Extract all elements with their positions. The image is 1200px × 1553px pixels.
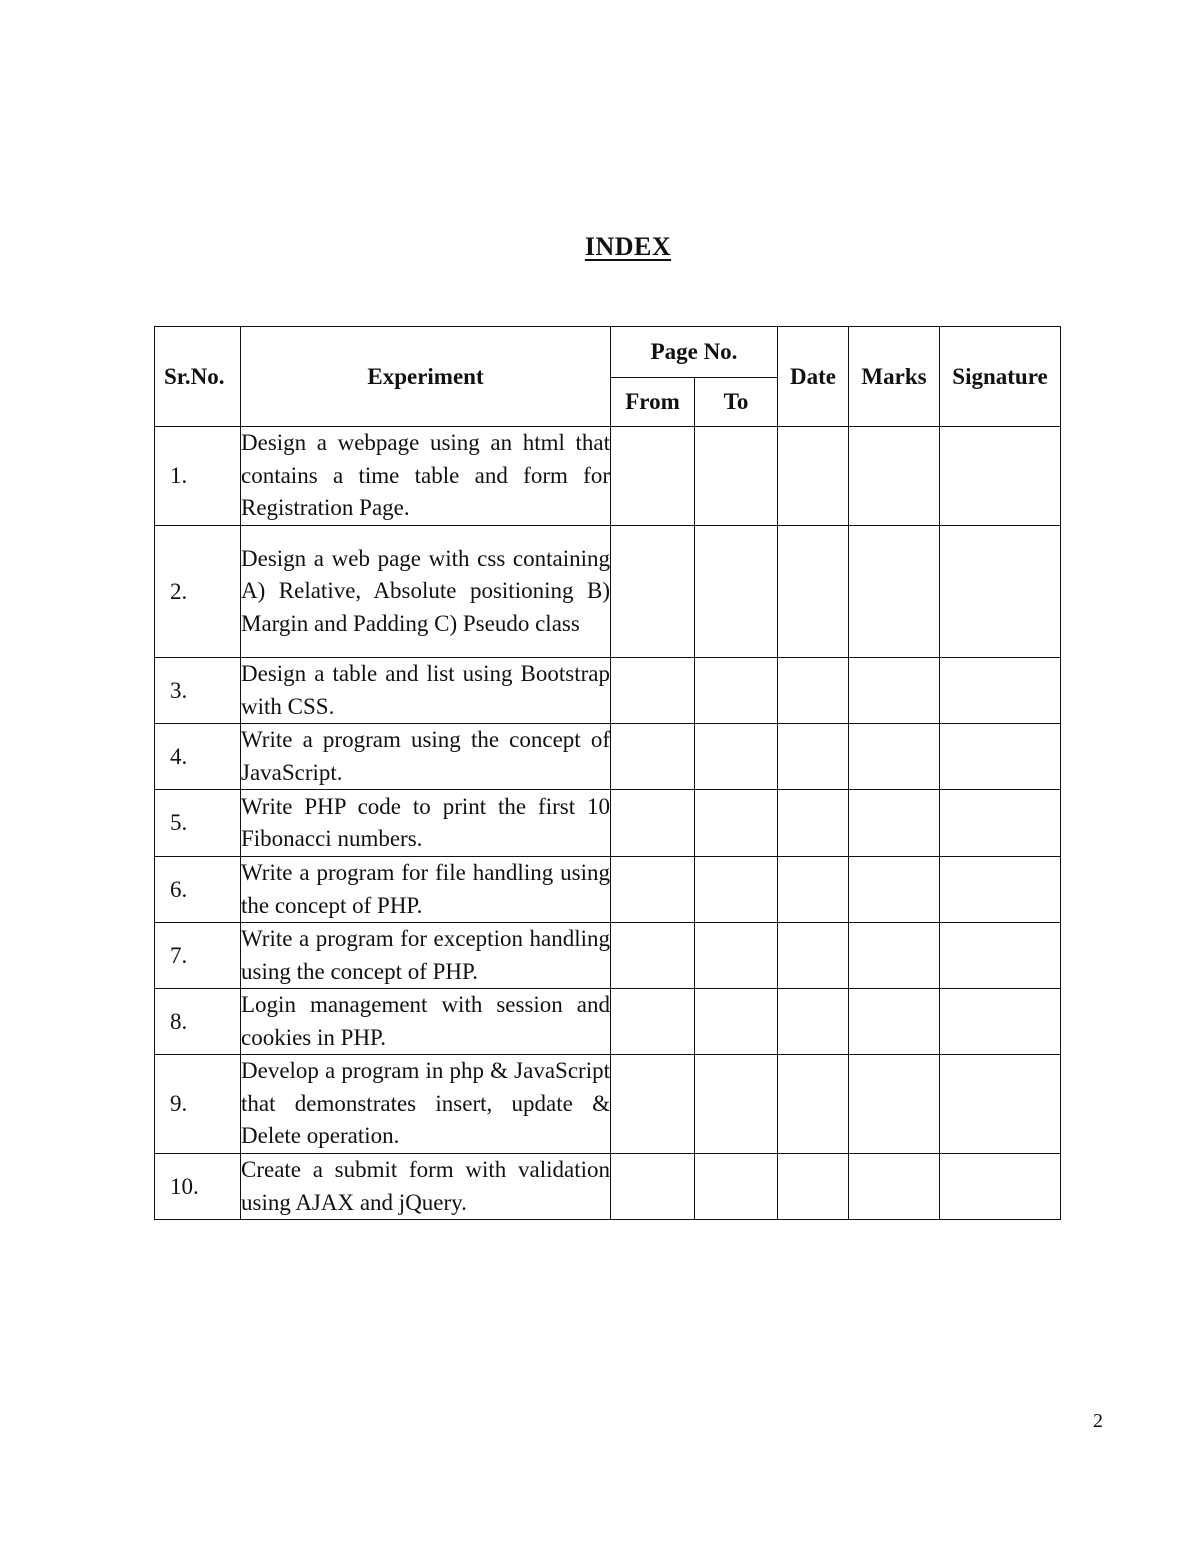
row-to-cell [695, 923, 778, 989]
header-date: Date [778, 327, 849, 427]
row-marks-cell [849, 427, 940, 526]
row-marks-cell [849, 1154, 940, 1220]
table-row [155, 989, 1061, 1055]
row-marks-cell [849, 526, 940, 658]
row-signature-cell [940, 857, 1061, 923]
row-from-cell [611, 1055, 695, 1154]
row-signature-cell [940, 724, 1061, 790]
table-row [155, 427, 1061, 526]
row-experiment: Design a table and list using Bootstrap with CSS. [241, 658, 611, 724]
row-signature-cell [940, 526, 1061, 658]
row-date-cell [778, 724, 849, 790]
row-marks-cell [849, 923, 940, 989]
header-signature: Signature [940, 327, 1061, 427]
row-to-cell [695, 724, 778, 790]
row-experiment: Write a program for exception handling using the concept of PHP. [241, 923, 611, 989]
row-srno: 7. [155, 923, 241, 989]
table-row [155, 526, 1061, 658]
row-signature-cell [940, 1154, 1061, 1220]
row-from-cell [611, 923, 695, 989]
row-signature-cell [940, 1055, 1061, 1154]
row-srno: 5. [155, 790, 241, 857]
row-srno: 10. [155, 1154, 241, 1220]
row-marks-cell [849, 857, 940, 923]
row-to-cell [695, 790, 778, 857]
row-from-cell [611, 427, 695, 526]
row-date-cell [778, 526, 849, 658]
row-date-cell [778, 857, 849, 923]
page-number: 2 [1093, 1410, 1103, 1432]
row-date-cell [778, 1154, 849, 1220]
row-date-cell [778, 790, 849, 857]
row-date-cell [778, 658, 849, 724]
row-marks-cell [849, 1055, 940, 1154]
page-title: INDEX [584, 232, 672, 261]
row-marks-cell [849, 989, 940, 1055]
row-from-cell [611, 658, 695, 724]
row-date-cell [778, 427, 849, 526]
row-date-cell [778, 923, 849, 989]
row-to-cell [695, 989, 778, 1055]
row-signature-cell [940, 989, 1061, 1055]
row-to-cell [695, 857, 778, 923]
index-table [154, 326, 1061, 1220]
table-row [155, 857, 1061, 923]
table-row [155, 790, 1061, 857]
header-marks: Marks [849, 327, 940, 427]
row-marks-cell [849, 658, 940, 724]
row-srno: 3. [155, 658, 241, 724]
row-experiment: Write PHP code to print the first 10 Fibonacci numbers. [241, 790, 611, 857]
row-to-cell [695, 1154, 778, 1220]
row-experiment: Login management with session and cookies in PHP. [241, 989, 611, 1055]
header-srno: Sr.No. [155, 327, 241, 427]
row-experiment: Create a submit form with validation using AJAX and jQuery. [241, 1154, 611, 1220]
row-experiment: Write a program for file handling using the concept of PHP. [241, 857, 611, 923]
table-row [155, 1055, 1061, 1154]
row-experiment: Write a program using the concept of JavaScript. [241, 724, 611, 790]
header-from: From [611, 378, 695, 427]
row-srno: 9. [155, 1055, 241, 1154]
row-from-cell [611, 1154, 695, 1220]
row-srno: 6. [155, 857, 241, 923]
table-row [155, 658, 1061, 724]
row-date-cell [778, 989, 849, 1055]
header-to: To [695, 378, 778, 427]
row-signature-cell [940, 658, 1061, 724]
row-to-cell [695, 427, 778, 526]
row-from-cell [611, 790, 695, 857]
row-srno: 4. [155, 724, 241, 790]
row-from-cell [611, 989, 695, 1055]
row-marks-cell [849, 724, 940, 790]
row-signature-cell [940, 790, 1061, 857]
header-page-no: Page No. [611, 327, 778, 378]
row-from-cell [611, 526, 695, 658]
row-date-cell [778, 1055, 849, 1154]
table-row [155, 1154, 1061, 1220]
header-experiment: Experiment [241, 327, 611, 427]
row-srno: 1. [155, 427, 241, 526]
row-experiment: Design a web page with css containing A) Relative, Absolute positioning B) Margin and Padding C) Pseudo class [241, 526, 611, 658]
row-marks-cell [849, 790, 940, 857]
row-experiment: Design a webpage using an html that contains a time table and form for Registration Page. [241, 427, 611, 526]
table-row [155, 923, 1061, 989]
row-to-cell [695, 526, 778, 658]
row-experiment: Develop a program in php & JavaScript that demonstrates insert, update & Delete operation. [241, 1055, 611, 1154]
row-from-cell [611, 724, 695, 790]
row-to-cell [695, 658, 778, 724]
table-row [155, 724, 1061, 790]
row-signature-cell [940, 427, 1061, 526]
row-srno: 2. [155, 526, 241, 658]
row-to-cell [695, 1055, 778, 1154]
row-srno: 8. [155, 989, 241, 1055]
row-signature-cell [940, 923, 1061, 989]
row-from-cell [611, 857, 695, 923]
